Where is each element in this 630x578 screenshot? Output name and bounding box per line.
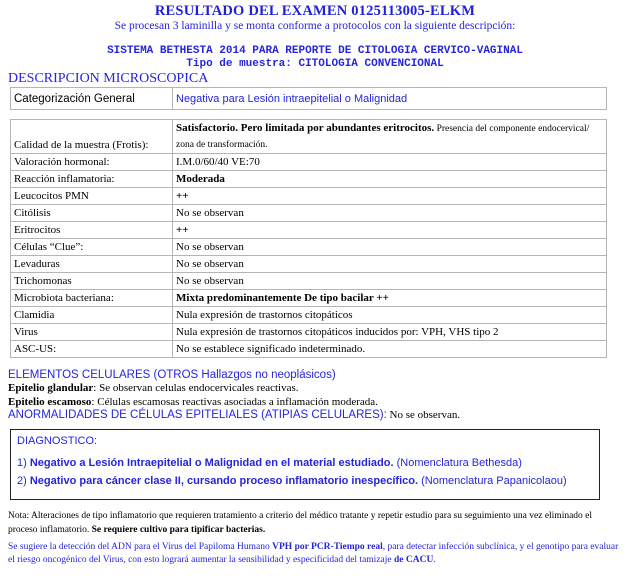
diagnosis-1-bold: Negativo a Lesión Intraepitelial o Malignidad en el material estudiado.: [29, 457, 394, 469]
findings-rows: [11, 154, 607, 358]
abnormalities-heading: ANORMALIDADES DE CÉLULAS EPITELIALES (ATIPIAS CELULARES):: [8, 409, 387, 421]
diagnosis-1-rest: (Nomenclatura Bethesda): [393, 457, 522, 469]
findings-row: [11, 188, 607, 205]
note-bold: Se requiere cultivo para tipificar bacterias.: [91, 525, 266, 535]
system-title: SISTEMA BETHESTA 2014 PARA REPORTE DE CITOLOGIA CERVICO-VAGINAL: [107, 45, 523, 57]
vph-part-1: Se sugiere la detección del ADN para el Virus del Papiloma Humano: [8, 542, 273, 552]
finding-label: Microbiota bacteriana:: [11, 290, 173, 307]
diagnosis-item-1: [17, 457, 522, 469]
elements-heading: ELEMENTOS CELULARES (OTROS Hallazgos no neoplásicos): [8, 369, 336, 381]
finding-label: Eritrocitos: [11, 222, 173, 239]
findings-row: [11, 239, 607, 256]
note: [8, 509, 623, 537]
finding-value: No se observan: [173, 273, 607, 290]
abnormalities-text: No se observan.: [386, 409, 461, 421]
finding-value: I.M.0/60/40 VE:70: [173, 154, 607, 171]
findings-row: [11, 273, 607, 290]
diagnosis-item-2: [17, 475, 567, 487]
finding-label: Valoración hormonal:: [11, 154, 173, 171]
findings-row: [11, 256, 607, 273]
microscopic-heading: DESCRIPCION MICROSCOPICA: [8, 71, 209, 86]
category-value: Negativa para Lesión intraepitelial o Malignidad: [173, 88, 607, 110]
category-table: [10, 87, 607, 110]
finding-label: ASC-US:: [11, 341, 173, 358]
findings-row: [11, 171, 607, 188]
vph-part-2: , para detectar infección subclínica, y el genotipo para evaluar el riesgo oncogénico del Virus, con esto logrará aumentar la sensibilidad y especificidad del tamizaje: [8, 542, 619, 565]
finding-value: No se establece significado indeterminado.: [173, 341, 607, 358]
quality-bold: Satisfactorio. Pero limitada por abundantes eritrocitos.: [176, 121, 435, 134]
finding-value: ++: [173, 188, 607, 205]
diagnosis-2-bold: Negativo para cáncer clase II, cursando proceso inflamatorio inespecífico.: [29, 475, 419, 487]
findings-row: [11, 205, 607, 222]
finding-value: No se observan: [173, 239, 607, 256]
findings-row: [11, 341, 607, 358]
finding-value: Nula expresión de trastornos citopáticos inducidos por: VPH, VHS tipo 2: [173, 324, 607, 341]
squamous-text: : Células escamosas reactivas asociadas a inflamación moderada.: [91, 396, 378, 408]
quality-detail: Presencia del componente endocervical/ zona de transformación.: [176, 123, 590, 150]
category-label: Categorización General: [11, 88, 173, 110]
vph-suggestion: [8, 541, 623, 566]
glandular-label: Epitelio glandular: [8, 382, 94, 394]
category-row: [11, 88, 607, 110]
finding-label: Virus: [11, 324, 173, 341]
report-title: RESULTADO DEL EXAMEN 0125113005-ELKM: [154, 3, 476, 19]
finding-value: No se observan: [173, 205, 607, 222]
diagnosis-box: [10, 429, 600, 500]
quality-label: Calidad de la muestra (Frotis):: [11, 120, 173, 154]
diagnosis-2-number: 2): [17, 475, 30, 487]
glandular-epithelium: [8, 382, 618, 394]
finding-label: Trichomonas: [11, 273, 173, 290]
finding-label: Células “Clue”:: [11, 239, 173, 256]
report-subtitle: Se procesan 3 laminilla y se monta conforme a protocolos con la siguiente descripción:: [114, 20, 516, 32]
finding-value: ++: [173, 222, 607, 239]
diagnosis-1-number: 1): [17, 457, 30, 469]
findings-row: [11, 307, 607, 324]
findings-row: [11, 154, 607, 171]
vph-part-3: .: [433, 554, 436, 565]
findings-table: [10, 119, 607, 358]
findings-row: [11, 324, 607, 341]
vph-bold-1: VPH por PCR-Tiempo real: [272, 542, 383, 552]
finding-value: No se observan: [173, 256, 607, 273]
squamous-label: Epitelio escamoso: [8, 396, 92, 408]
squamous-epithelium: [8, 396, 618, 408]
finding-value: Mixta predominantemente De tipo bacilar ++: [173, 290, 607, 307]
quality-value: [173, 120, 607, 154]
finding-label: Levaduras: [11, 256, 173, 273]
finding-label: Leucocitos PMN: [11, 188, 173, 205]
quality-row: [11, 120, 607, 154]
findings-row: [11, 290, 607, 307]
glandular-text: : Se observan celulas endocervicales reactivas.: [93, 382, 299, 394]
finding-value: Nula expresión de trastornos citopáticos: [173, 307, 607, 324]
findings-row: [11, 222, 607, 239]
finding-label: Clamidia: [11, 307, 173, 324]
finding-label: Reacción inflamatoria:: [11, 171, 173, 188]
finding-label: Citólisis: [11, 205, 173, 222]
note-text: Nota: Alteraciones de tipo inflamatorio que requieren tratamiento a criterio del médico tratante y repetir estudio para su seguimiento una vez eliminado el proceso inflamatorio.: [8, 511, 593, 535]
diagnosis-2-rest: (Nomenclatura Papanicolaou): [418, 475, 567, 487]
diagnosis-title: DIAGNOSTICO:: [17, 435, 98, 447]
vph-bold-2: de CACU: [393, 554, 434, 565]
finding-value: Moderada: [173, 171, 607, 188]
sample-type: Tipo de muestra: CITOLOGIA CONVENCIONAL: [186, 58, 444, 70]
abnormalities: [8, 409, 618, 421]
